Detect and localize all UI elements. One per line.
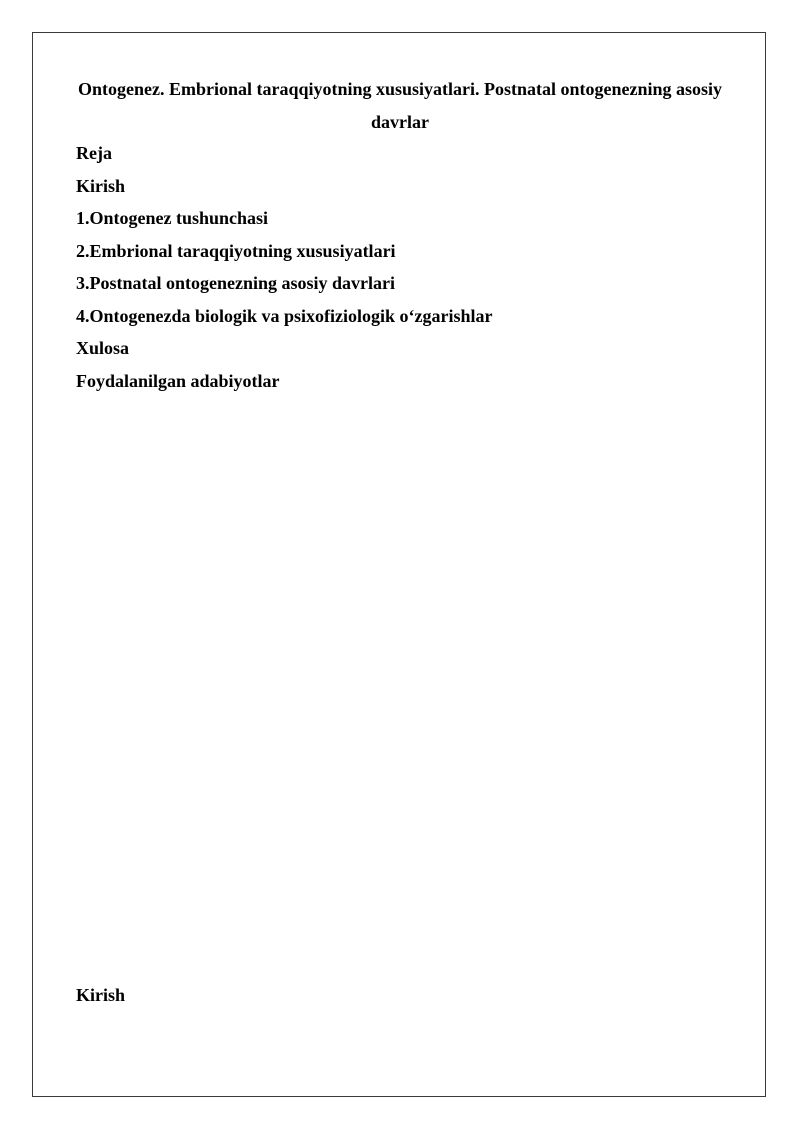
document-page [32, 32, 766, 1097]
plan-item-introduction: Kirish [76, 175, 126, 196]
plan-label: Reja [76, 143, 112, 163]
section-heading: Kirish [76, 985, 126, 1005]
plan-item-2: 2.Embrional taraqqiyotning xususiyatlari [76, 240, 396, 261]
plan-item-3: 3.Postnatal ontogenezning asosiy davrlari [76, 273, 396, 293]
plan-outline [76, 137, 493, 397]
plan-item-references: Foydalanilgan adabiyotlar [76, 370, 280, 391]
document-title: Ontogenez. Embrional taraqqiyotning xususiyatlari. Postnatal ontogenezning asosiy davrlar [77, 79, 723, 132]
plan-item-4: 4.Ontogenezda biologik va psixofiziologik o‘zgarishlar [76, 305, 493, 326]
plan-item-1: 1.Ontogenez tushunchasi [76, 208, 269, 228]
plan-item-conclusion: Xulosa [76, 338, 130, 358]
